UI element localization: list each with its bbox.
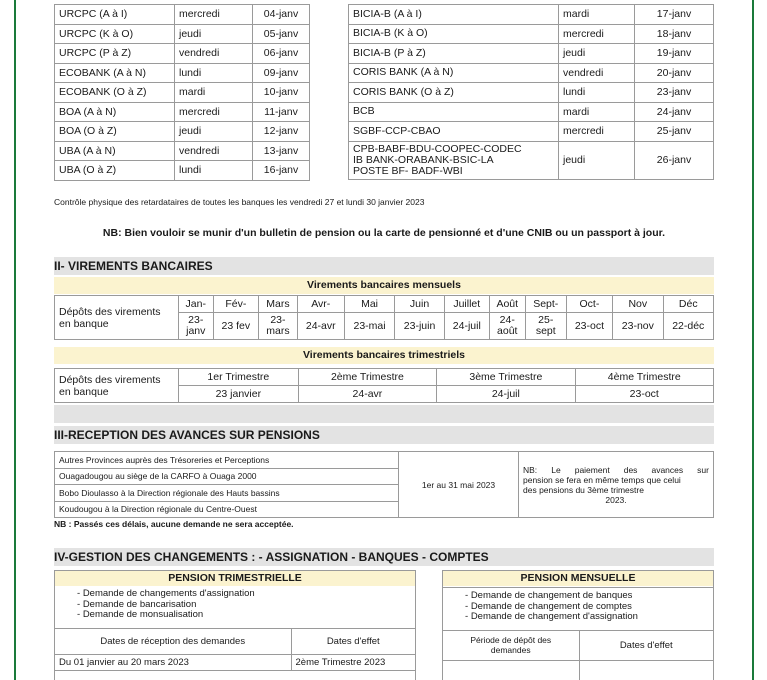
month-header: Juin bbox=[395, 296, 445, 313]
date-line: janv bbox=[186, 325, 206, 337]
day-cell: lundi bbox=[559, 83, 635, 103]
page-border-left bbox=[14, 0, 16, 680]
day-cell: jeudi bbox=[175, 24, 253, 44]
virement-date-cell bbox=[344, 313, 394, 340]
table-row bbox=[55, 44, 310, 64]
month-header: Jan- bbox=[179, 296, 214, 313]
table-row bbox=[55, 63, 310, 83]
spacer-bar bbox=[54, 405, 714, 423]
virement-date-cell bbox=[297, 313, 344, 340]
col-header-line: Période de dépôt des bbox=[470, 635, 552, 645]
pension-trimestrielle-title: PENSION TRIMESTRIELLE bbox=[55, 571, 415, 586]
date-line: 23-oct bbox=[574, 319, 604, 332]
date-line: août bbox=[497, 325, 518, 337]
bank-cell: BICIA-B (K à O) bbox=[349, 24, 559, 44]
bank-group-line: CPB-BABF-BDU-COOPEC-CODEC bbox=[353, 142, 522, 155]
date-line: 24-avr bbox=[305, 319, 336, 332]
date-cell: 11-janv bbox=[253, 102, 310, 122]
list-item: - Demande de changement de comptes bbox=[465, 602, 713, 613]
date-cell: 04-janv bbox=[253, 5, 310, 25]
date-cell: 16-janv bbox=[253, 161, 310, 181]
date-cell: 23-janv bbox=[635, 83, 714, 103]
day-cell: jeudi bbox=[175, 122, 253, 142]
day-cell: jeudi bbox=[559, 141, 635, 179]
virement-date-cell bbox=[259, 313, 297, 340]
bank-cell: BOA (O à Z) bbox=[55, 122, 175, 142]
date-line: 23- bbox=[270, 314, 286, 326]
date-cell: 06-janv bbox=[253, 44, 310, 64]
col-header-line: demandes bbox=[490, 644, 531, 655]
day-cell: vendredi bbox=[175, 141, 253, 161]
month-header: Mai bbox=[344, 296, 394, 313]
nb-line: NB: Le paiement des avances sur bbox=[523, 464, 709, 475]
date-cell: 19-janv bbox=[635, 44, 714, 64]
row-label-line: en banque bbox=[59, 385, 109, 398]
avances-table bbox=[54, 451, 714, 518]
virement-date-cell bbox=[613, 313, 663, 340]
table-row bbox=[55, 102, 310, 122]
bank-cell: URCPC (A à I) bbox=[55, 5, 175, 25]
page-border-right bbox=[752, 0, 754, 680]
date-line: mars bbox=[266, 325, 290, 337]
trimestre-header: 2ème Trimestre bbox=[298, 369, 436, 386]
section-avances-header bbox=[54, 426, 714, 444]
table-row bbox=[55, 369, 714, 386]
trimestre-header: 3ème Trimestre bbox=[437, 369, 575, 386]
bank-cell: SGBF-CCP-CBAO bbox=[349, 122, 559, 142]
nb-line: pension se fera en même temps que celui bbox=[523, 474, 681, 485]
day-cell: mardi bbox=[175, 83, 253, 103]
place-cell: Autres Provinces auprès des Trésoreries et Perceptions bbox=[55, 452, 399, 469]
date-cell: 20-janv bbox=[635, 63, 714, 83]
reception-cell: Du 01 janvier au 20 mars 2023 bbox=[55, 655, 291, 671]
table-row bbox=[349, 44, 714, 64]
bank-cell: BOA (A à N) bbox=[55, 102, 175, 122]
trimestre-date-cell: 24-juil bbox=[437, 386, 575, 403]
table-row bbox=[55, 24, 310, 44]
bank-cell: UBA (A à N) bbox=[55, 141, 175, 161]
period-cell: 1er au 31 mai 2023 bbox=[399, 452, 519, 518]
col-header: Dates d'effet bbox=[291, 629, 415, 655]
table-row bbox=[55, 629, 415, 655]
date-cell: 10-janv bbox=[253, 83, 310, 103]
section-changements-header bbox=[54, 548, 714, 566]
date-cell: 17-janv bbox=[635, 5, 714, 25]
trimestre-date-cell: 23 janvier bbox=[179, 386, 299, 403]
day-cell: mardi bbox=[559, 5, 635, 25]
table-row bbox=[349, 5, 714, 25]
list-item: - Demande de bancarisation bbox=[77, 600, 415, 611]
empty-cell bbox=[443, 661, 579, 680]
row-label-line: Dépôts des virements bbox=[59, 305, 161, 318]
virements-mensuels-table bbox=[54, 295, 714, 340]
row-label-line: en banque bbox=[59, 317, 109, 330]
pension-trimestrielle-box bbox=[54, 570, 416, 680]
date-line: 23 fev bbox=[221, 319, 251, 332]
bank-cell: UBA (O à Z) bbox=[55, 161, 175, 181]
bank-cell: BCB bbox=[349, 102, 559, 122]
list-item: - Demande de changements d'assignation bbox=[77, 589, 415, 600]
pension-mensuelle-title: PENSION MENSUELLE bbox=[443, 571, 713, 586]
trimestre-date-cell: 24-avr bbox=[298, 386, 436, 403]
date-cell: 18-janv bbox=[635, 24, 714, 44]
date-cell: 25-janv bbox=[635, 122, 714, 142]
date-line: 23- bbox=[188, 314, 204, 326]
col-header: Dates de réception des demandes bbox=[55, 629, 291, 655]
row-label bbox=[55, 369, 179, 403]
table-row bbox=[55, 122, 310, 142]
month-header: Oct- bbox=[566, 296, 612, 313]
date-line: 23-juin bbox=[403, 319, 436, 332]
section-title: IV-GESTION DES CHANGEMENTS : - ASSIGNATION - BANQUES - COMPTES bbox=[54, 550, 489, 564]
controle-note: Contrôle physique des retardataires de toutes les banques les vendredi 27 et lundi 30 janvier 2023 bbox=[54, 197, 425, 207]
table-row bbox=[55, 655, 415, 671]
bank-cell: ECOBANK (A à N) bbox=[55, 63, 175, 83]
virement-date-cell bbox=[444, 313, 489, 340]
virement-date-cell bbox=[663, 313, 713, 340]
trimestre-header: 1er Trimestre bbox=[179, 369, 299, 386]
table-row bbox=[349, 141, 714, 179]
table-row bbox=[55, 452, 714, 469]
date-line: 24- bbox=[499, 314, 515, 326]
date-cell: 24-janv bbox=[635, 102, 714, 122]
month-header: Juillet bbox=[444, 296, 489, 313]
place-cell: Bobo Dioulasso à la Direction régionale des Hauts bassins bbox=[55, 485, 399, 502]
virement-date-cell bbox=[395, 313, 445, 340]
section-virements-header bbox=[54, 257, 714, 275]
table-row bbox=[55, 83, 310, 103]
virement-date-cell bbox=[213, 313, 259, 340]
list-item: - Demande de changement de banques bbox=[465, 591, 713, 602]
bank-schedule-table-right bbox=[348, 4, 714, 180]
date-cell: 26-janv bbox=[635, 141, 714, 179]
bank-cell: CORIS BANK (O à Z) bbox=[349, 83, 559, 103]
virement-date-cell bbox=[179, 313, 214, 340]
mens-inner bbox=[443, 587, 713, 680]
month-header: Nov bbox=[613, 296, 663, 313]
list-item: - Demande de monsualisation bbox=[77, 610, 415, 621]
empty-cell bbox=[579, 661, 713, 680]
section-title: III-RECEPTION DES AVANCES SUR PENSIONS bbox=[54, 428, 320, 442]
trim-demandes-list bbox=[55, 586, 415, 621]
trimestre-date-cell: 23-oct bbox=[575, 386, 713, 403]
col-header bbox=[443, 631, 579, 661]
bank-cell: BICIA-B (P à Z) bbox=[349, 44, 559, 64]
date-cell: 12-janv bbox=[253, 122, 310, 142]
month-header: Août bbox=[489, 296, 525, 313]
nb-line: 2023. bbox=[605, 494, 627, 505]
month-header: Sept- bbox=[525, 296, 566, 313]
bank-group-line: IB BANK-ORABANK-BSIC-LA bbox=[353, 153, 494, 166]
table-row bbox=[55, 161, 310, 181]
bank-cell: URCPC (K à O) bbox=[55, 24, 175, 44]
table-row bbox=[55, 296, 714, 313]
virement-date-cell bbox=[566, 313, 612, 340]
day-cell: vendredi bbox=[175, 44, 253, 64]
day-cell: lundi bbox=[175, 63, 253, 83]
month-header: Fév- bbox=[213, 296, 259, 313]
date-line: 22-déc bbox=[672, 319, 705, 332]
row-label-line: Dépôts des virements bbox=[59, 373, 161, 386]
pension-mensuelle-box bbox=[442, 570, 714, 680]
table-row bbox=[55, 141, 310, 161]
date-line: sept bbox=[535, 325, 556, 337]
bank-cell: URCPC (P à Z) bbox=[55, 44, 175, 64]
avances-footer-note: NB : Passés ces délais, aucune demande ne sera acceptée. bbox=[54, 519, 294, 529]
trimestre-header: 4ème Trimestre bbox=[575, 369, 713, 386]
date-cell: 05-janv bbox=[253, 24, 310, 44]
bank-cell: ECOBANK (O à Z) bbox=[55, 83, 175, 103]
bank-group-cell bbox=[349, 141, 559, 179]
month-header: Avr- bbox=[297, 296, 344, 313]
mens-dates-table bbox=[443, 630, 713, 680]
table-row bbox=[443, 661, 713, 680]
date-line: 25- bbox=[538, 314, 554, 326]
row-label bbox=[55, 296, 179, 340]
table-row bbox=[443, 631, 713, 661]
day-cell: mercredi bbox=[559, 122, 635, 142]
table-row bbox=[349, 122, 714, 142]
date-cell: 13-janv bbox=[253, 141, 310, 161]
day-cell: mercredi bbox=[175, 102, 253, 122]
bank-group-line: POSTE BF- BADF-WBI bbox=[353, 164, 463, 177]
avance-nb-cell bbox=[519, 452, 714, 518]
day-cell: mercredi bbox=[559, 24, 635, 44]
day-cell: mardi bbox=[559, 102, 635, 122]
date-line: 23-mai bbox=[353, 319, 386, 332]
bank-cell: BICIA-B (A à I) bbox=[349, 5, 559, 25]
virement-date-cell bbox=[525, 313, 566, 340]
day-cell: vendredi bbox=[559, 63, 635, 83]
month-header: Déc bbox=[663, 296, 713, 313]
day-cell: mercredi bbox=[175, 5, 253, 25]
nb-documents-note: NB: Bien vouloir se munir d'un bulletin de pension ou la carte de pensionné et d'une CNIB ou un passport à jour. bbox=[102, 227, 666, 239]
date-cell: 09-janv bbox=[253, 63, 310, 83]
mens-demandes-list bbox=[443, 588, 713, 623]
table-row bbox=[55, 5, 310, 25]
place-cell: Koudougou à la Direction régionale du Centre-Ouest bbox=[55, 501, 399, 518]
date-line: 23-nov bbox=[621, 319, 654, 332]
month-header: Mars bbox=[259, 296, 297, 313]
virement-date-cell bbox=[489, 313, 525, 340]
table-row bbox=[349, 83, 714, 103]
effet-cell: 2ème Trimestre 2023 bbox=[291, 655, 415, 671]
place-cell: Ouagadougou au siège de la CARFO à Ouaga 2000 bbox=[55, 468, 399, 485]
virements-trimestriels-title: Virements bancaires trimestriels bbox=[54, 347, 714, 364]
date-line: 24-juil bbox=[452, 319, 481, 332]
virements-mensuels-title: Virements bancaires mensuels bbox=[54, 277, 714, 294]
table-row bbox=[349, 102, 714, 122]
bank-cell: CORIS BANK (A à N) bbox=[349, 63, 559, 83]
table-row bbox=[349, 24, 714, 44]
day-cell: lundi bbox=[175, 161, 253, 181]
list-item: - Demande de changement d'assignation bbox=[465, 612, 713, 623]
virements-trimestriels-table bbox=[54, 368, 714, 403]
col-header: Dates d'effet bbox=[579, 631, 713, 661]
trim-dates-table bbox=[55, 628, 415, 671]
bank-schedule-table-left bbox=[54, 4, 310, 181]
table-row bbox=[349, 63, 714, 83]
section-title: II- VIREMENTS BANCAIRES bbox=[54, 259, 213, 273]
nb-line: des pensions du 3ème trimestre bbox=[523, 484, 644, 495]
day-cell: jeudi bbox=[559, 44, 635, 64]
